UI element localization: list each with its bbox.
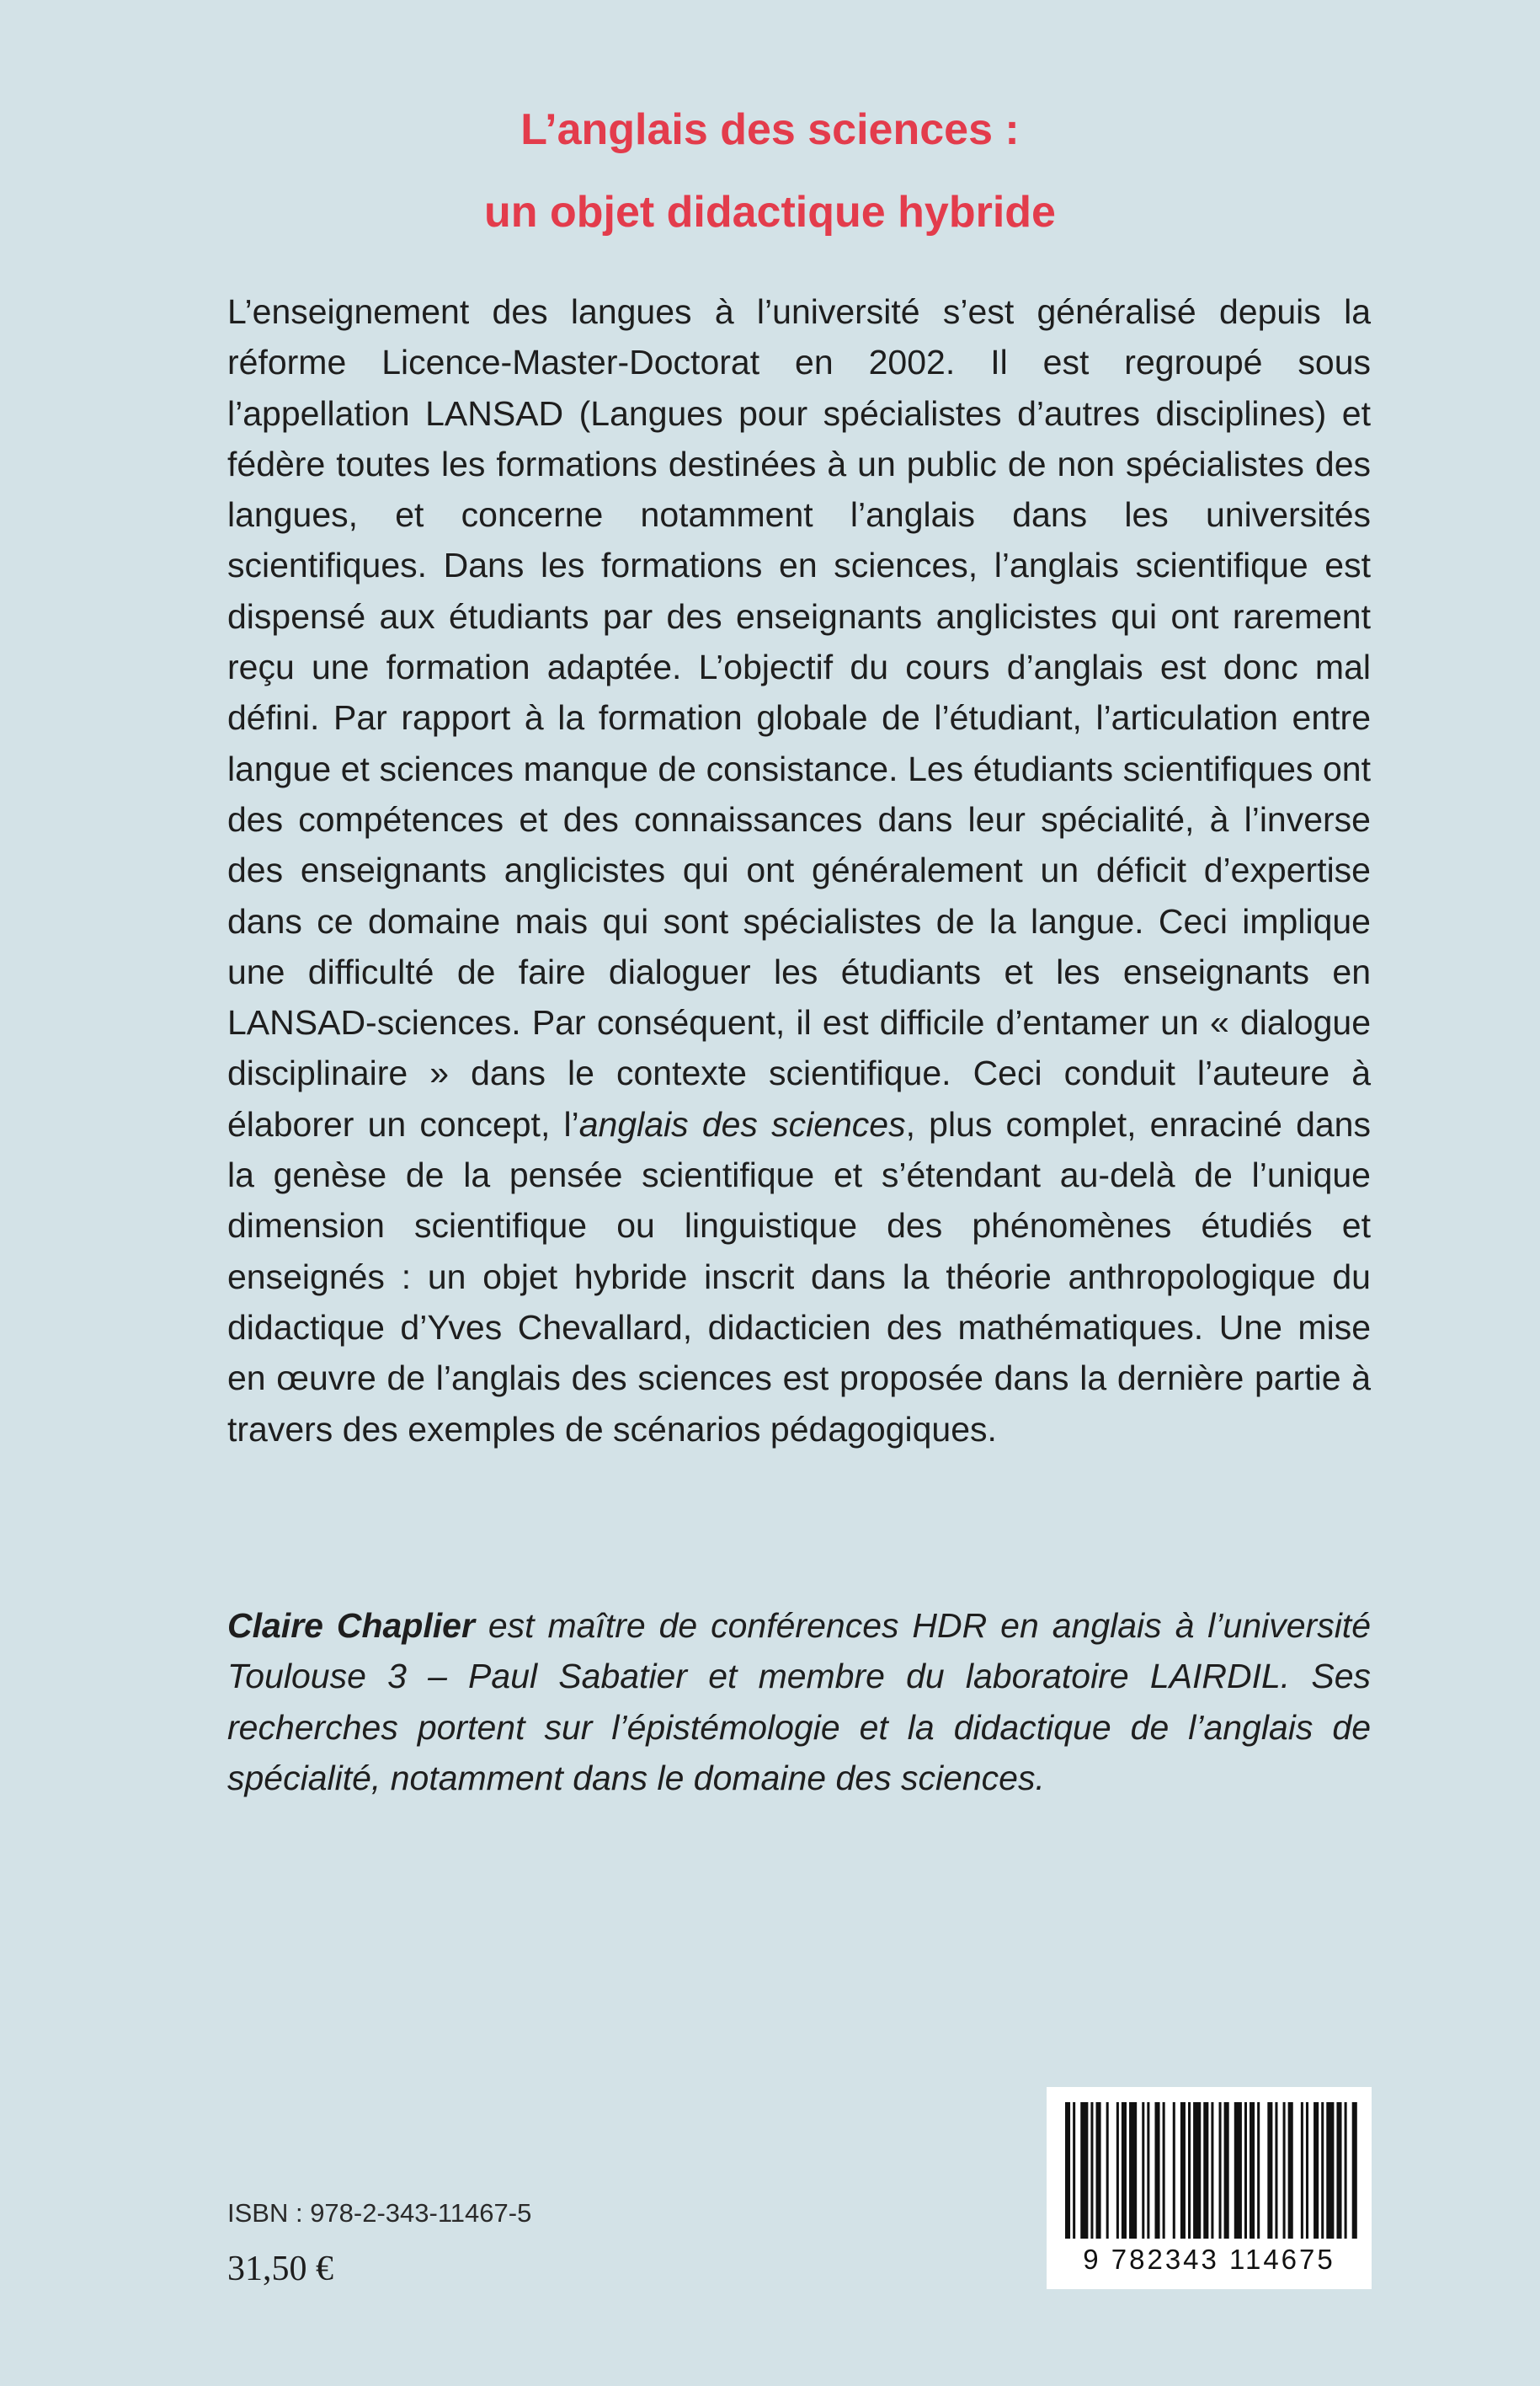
barcode-bar	[1122, 2102, 1127, 2239]
barcode-bar	[1065, 2102, 1070, 2239]
barcode-bar	[1090, 2102, 1093, 2239]
title-line-2: un objet didactique hybride	[484, 188, 1056, 237]
author-bio-text: est maître de conférences HDR en anglais à l’université Toulouse 3 – Paul Sabatier et membre du laboratoire LAIRDIL. Ses recherches portent sur l’épistémologie et la didactique de l’anglais de spécialité, notamment dans le domaine des sciences.	[227, 1606, 1371, 1797]
barcode-icon	[1047, 2087, 1372, 2244]
barcode-bar	[1080, 2102, 1088, 2239]
author-name: Claire Chaplier	[227, 1606, 475, 1645]
barcode-bar	[1336, 2102, 1341, 2239]
barcode-bar	[1314, 2102, 1319, 2239]
barcode-bar	[1116, 2102, 1119, 2239]
barcode-bar	[1211, 2102, 1213, 2239]
barcode-bar	[1267, 2102, 1272, 2239]
barcode-bar	[1306, 2102, 1308, 2239]
barcode-bar	[1326, 2102, 1334, 2239]
barcode-bar	[1096, 2102, 1101, 2239]
barcode-bar	[1129, 2102, 1137, 2239]
barcode-bar	[1219, 2102, 1222, 2239]
barcode-bar	[1188, 2102, 1191, 2239]
barcode	[1047, 2087, 1372, 2289]
isbn: ISBN : 978-2-343-11467-5	[227, 2198, 532, 2228]
barcode-bar	[1193, 2102, 1201, 2239]
title-line-1: L’anglais des sciences :	[520, 105, 1020, 154]
barcode-bar	[1321, 2102, 1324, 2239]
barcode-bar	[1257, 2102, 1260, 2239]
barcode-bar	[1301, 2102, 1303, 2239]
barcode-bar	[1147, 2102, 1149, 2239]
summary-text-part-2: , plus complet, enraciné dans la genèse de la pensée scientifique et s’étendant au-delà de l’unique dimension scientifique ou linguistique des phénomènes étudiés et enseignés : un objet hybride inscrit dans la théorie anthropologique du didactique d’Yves Chevallard, didacticien des mathématiques. Une mise en œuvre de l’anglais des sciences est proposée dans la dernière partie à travers des exemples de scénarios pédagogiques.	[227, 1104, 1371, 1449]
barcode-digits: 9 782343 114675	[1083, 2244, 1335, 2275]
barcode-bar	[1288, 2102, 1293, 2239]
summary-italic-term: anglais des sciences	[578, 1104, 906, 1144]
barcode-bar	[1203, 2102, 1208, 2239]
barcode-bar	[1224, 2102, 1229, 2239]
barcode-bar	[1234, 2102, 1242, 2239]
barcode-bar	[1352, 2102, 1357, 2239]
barcode-bar	[1283, 2102, 1286, 2239]
book-title	[0, 88, 1540, 254]
barcode-bar	[1073, 2102, 1075, 2239]
barcode-bar	[1244, 2102, 1247, 2239]
barcode-bar	[1106, 2102, 1109, 2239]
summary-paragraph	[227, 286, 1371, 1455]
barcode-bar	[1163, 2102, 1165, 2239]
barcode-bar	[1142, 2102, 1144, 2239]
author-bio	[227, 1600, 1371, 1803]
barcode-bar	[1180, 2102, 1186, 2239]
summary-text-part-1: L’enseignement des langues à l’université s’est généralisé depuis la réforme Licence-Master-Doctorat en 2002. Il est regroupé sous l’appellation LANSAD (Langues pour spécialistes d’autres disciplines) et fédère toutes les formations destinées à un public de non spécialistes des langues, et concerne notamment l’anglais dans les universités scientifiques. Dans les formations en sciences, l’anglais scientifique est dispensé aux étudiants par des enseignants anglicistes qui ont rarement reçu une formation adaptée. L’objectif du cours d’anglais est donc mal défini. Par rapport à la formation globale de l’étudiant, l’articulation entre langue et sciences manque de consistance. Les étudiants scientifiques ont des compétences et des connaissances dans leur spécialité, à l’inverse des enseignants anglicistes qui ont généralement un déficit d’expertise dans ce domaine mais qui sont spécialistes de la langue. Ceci implique une difficulté de faire dialoguer les étudiants et les enseignants en LANSAD-sciences. Par conséquent, il est difficile d’entamer un « dialogue disciplinaire » dans le contexte scientifique. Ceci conduit l’auteure à élaborer un concept, l’	[227, 292, 1371, 1144]
barcode-bar	[1154, 2102, 1159, 2239]
price: 31,50 €	[227, 2250, 333, 2288]
barcode-bar	[1250, 2102, 1255, 2239]
barcode-bar	[1345, 2102, 1347, 2239]
barcode-bar	[1173, 2102, 1175, 2239]
barcode-bar	[1275, 2102, 1277, 2239]
